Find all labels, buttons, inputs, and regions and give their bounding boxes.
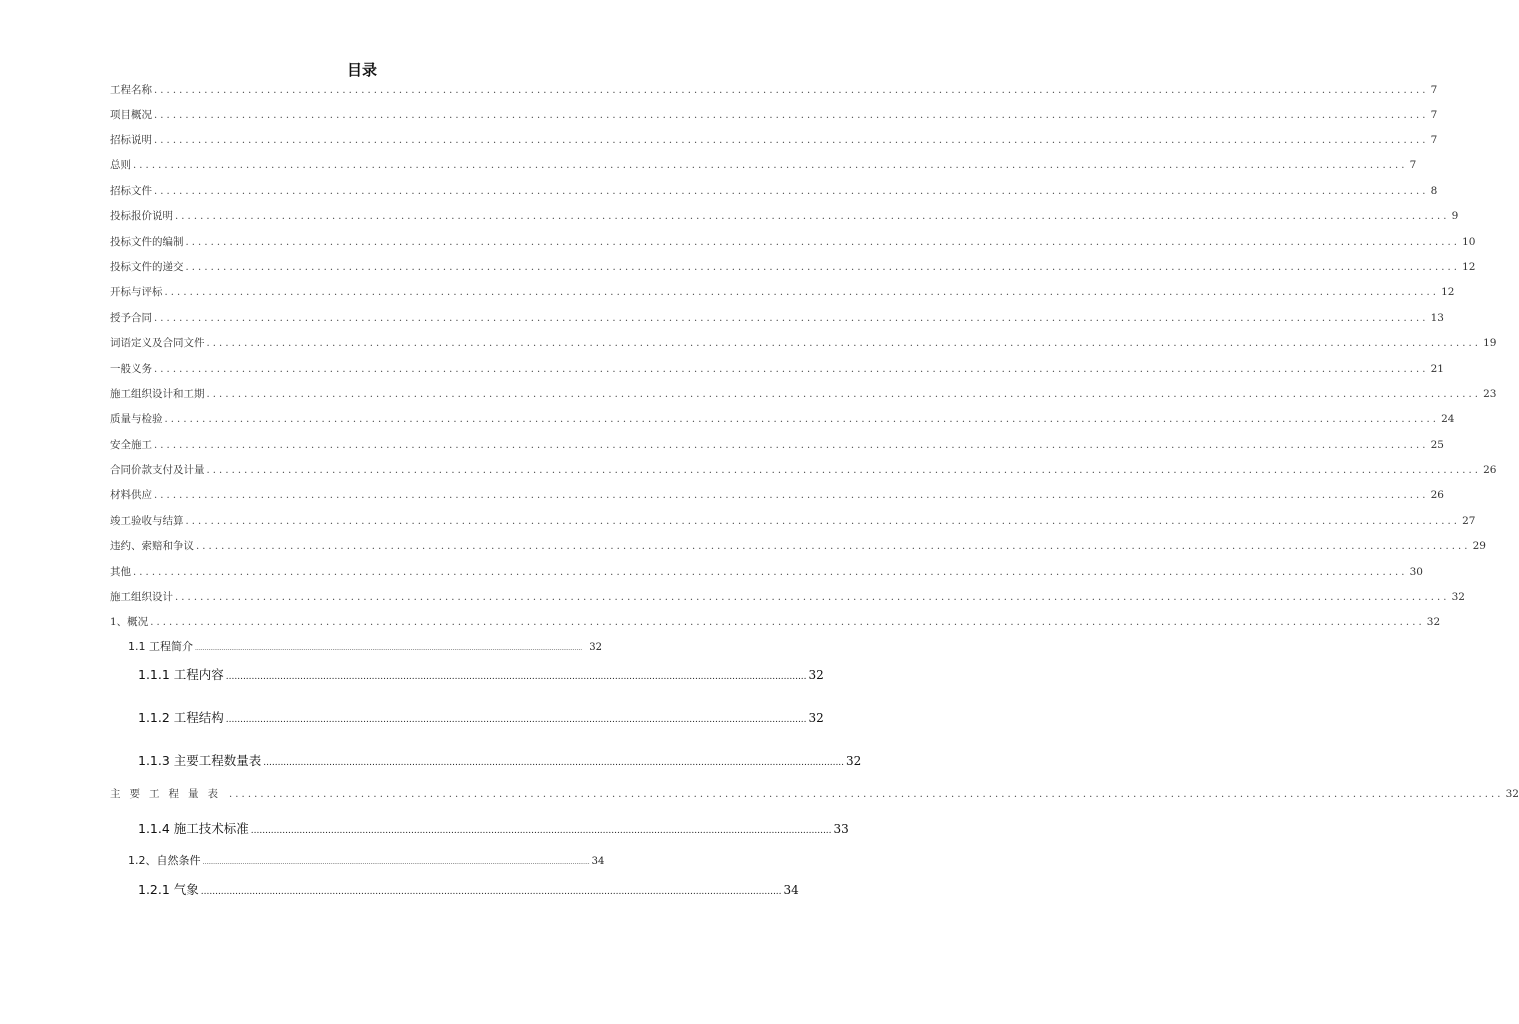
toc-leader-dots: ...........................................................................................................................................................................................................: [185, 516, 1461, 527]
toc-entry[interactable]: [110, 336, 1497, 351]
toc-leader-dots: ...........................................................................................................................................................................................................: [202, 859, 590, 866]
toc-entry[interactable]: [110, 387, 1497, 402]
toc-entry[interactable]: [110, 463, 1497, 478]
toc-entry-text: 词语定义及合同文件: [110, 337, 205, 349]
toc-leader-dots: ...........................................................................................................................................................................................................: [206, 465, 1482, 476]
toc-leader-dots: ...........................................................................................................................................................................................................: [154, 186, 1429, 197]
toc-page-number: 32: [1505, 788, 1519, 800]
toc-leader-dots: ...........................................................................................................................................................................................................: [250, 826, 832, 836]
toc-page-number: 27: [1462, 515, 1476, 527]
toc-entry-text: 投标文件的递交: [110, 261, 184, 273]
toc-page-number: 21: [1430, 363, 1444, 375]
toc-page-number: 32: [808, 668, 824, 682]
toc-page-number: 29: [1472, 540, 1486, 552]
toc-page-number: 30: [1409, 566, 1423, 578]
toc-entry[interactable]: [110, 108, 1438, 123]
toc-leader-dots: ...........................................................................................................................................................................................................: [263, 758, 845, 768]
toc-entry[interactable]: [138, 667, 824, 685]
toc-page-number: 12: [1462, 261, 1476, 273]
toc-leader-dots: ...........................................................................................................................................................................................................: [154, 364, 1429, 375]
toc-entry[interactable]: [110, 362, 1444, 377]
toc-page-number: 32: [1426, 616, 1441, 628]
toc-entry[interactable]: [110, 565, 1423, 580]
toc-entry-text: 违约、索赔和争议: [110, 540, 194, 552]
toc-leader-dots: ...........................................................................................................................................................................................................: [185, 262, 1461, 273]
toc-entry[interactable]: [110, 787, 1519, 802]
toc-leader-dots: ...........................................................................................................................................................................................................: [164, 287, 1440, 298]
toc-entry-text: 1.1.4 施工技术标准: [138, 821, 249, 836]
toc-page-number: 24: [1441, 413, 1455, 425]
toc-entry-text: 安全施工: [110, 439, 152, 451]
toc-leader-dots: ...........................................................................................................................................................................................................: [175, 211, 1450, 222]
toc-leader-dots: ...........................................................................................................................................................................................................: [150, 617, 1425, 628]
toc-page-number: 25: [1430, 439, 1444, 451]
toc-entry[interactable]: [138, 710, 824, 728]
toc-page-number: 19: [1483, 337, 1497, 349]
toc-entry-text: 1.1.2 工程结构: [138, 710, 224, 725]
toc-page-number: 7: [1409, 159, 1417, 171]
toc-entry-text: 1.1.3 主要工程数量表: [138, 753, 262, 768]
toc-entry-text: 主要工程量表: [110, 788, 227, 800]
toc-entry-text: 项目概况: [110, 109, 152, 121]
toc-entry[interactable]: [110, 438, 1444, 453]
toc-entry[interactable]: [110, 539, 1486, 554]
toc-leader-dots: ...........................................................................................................................................................................................................: [154, 85, 1429, 96]
toc-entry[interactable]: [128, 854, 605, 870]
toc-page-number: 8: [1430, 185, 1438, 197]
toc-page-number: 34: [591, 856, 605, 867]
toc-leader-dots: ...........................................................................................................................................................................................................: [196, 541, 1471, 552]
toc-page-number: 32: [846, 754, 862, 768]
toc-entry-text: 1.2、自然条件: [128, 854, 201, 867]
toc-leader-dots: ...........................................................................................................................................................................................................: [206, 338, 1482, 349]
toc-page-number: 32: [808, 711, 824, 725]
toc-entry[interactable]: [128, 640, 602, 656]
toc-page-number: 33: [833, 822, 849, 836]
toc-entry-text: 招标文件: [110, 185, 152, 197]
toc-page-number: 34: [783, 883, 799, 897]
toc-leader-dots: ...........................................................................................................................................................................................................: [225, 672, 807, 682]
toc-entry[interactable]: [110, 83, 1438, 98]
toc-leader-dots: ...........................................................................................................................................................................................................: [154, 110, 1429, 121]
toc-entry[interactable]: [110, 488, 1444, 503]
toc-entry-text: 合同价款支付及计量: [110, 464, 205, 476]
toc-entry-text: 竣工验收与结算: [110, 515, 184, 527]
toc-entry[interactable]: [110, 285, 1455, 300]
toc-entry[interactable]: [110, 184, 1438, 199]
toc-leader-dots: ...........................................................................................................................................................................................................: [225, 715, 807, 725]
toc-entry[interactable]: [138, 821, 849, 839]
toc-leader-dots: ...........................................................................................................................................................................................................: [133, 160, 1408, 171]
toc-leader-dots: ...........................................................................................................................................................................................................: [133, 567, 1408, 578]
toc-entry-text: 投标文件的编制: [110, 236, 184, 248]
toc-leader-dots: ...........................................................................................................................................................................................................: [200, 887, 782, 897]
toc-leader-dots: ...........................................................................................................................................................................................................: [154, 490, 1429, 501]
toc-entry-text: 材料供应: [110, 489, 152, 501]
toc-page-number: 7: [1430, 109, 1438, 121]
toc-entry[interactable]: [110, 514, 1476, 529]
toc-entry-text: 施工组织设计: [110, 591, 173, 603]
toc-entry[interactable]: [110, 412, 1455, 427]
toc-page-number: 9: [1451, 210, 1459, 222]
toc-entry-text: 1、概况: [110, 616, 149, 628]
toc-leader-dots: ...........................................................................................................................................................................................................: [154, 313, 1429, 324]
toc-entry-text: 开标与评标: [110, 286, 163, 298]
toc-entry[interactable]: [110, 158, 1417, 173]
toc-entry[interactable]: [110, 311, 1444, 326]
toc-page-number: 12: [1441, 286, 1455, 298]
toc-entry-text: 投标报价说明: [110, 210, 173, 222]
toc-page-number: 7: [1430, 134, 1438, 146]
toc-entry[interactable]: [110, 133, 1438, 148]
toc-leader-dots: ...........................................................................................................................................................................................................: [185, 237, 1461, 248]
toc-leader-dots: ...........................................................................................................................................................................................................: [206, 389, 1482, 400]
toc-entry-text: 工程名称: [110, 84, 152, 96]
toc-leader-dots: ...........................................................................................................................................................................................................: [175, 592, 1450, 603]
toc-entry-text: 其他: [110, 566, 131, 578]
toc-page-number: 10: [1462, 236, 1476, 248]
toc-entry-text: 质量与检验: [110, 413, 163, 425]
toc-page-number: 26: [1483, 464, 1497, 476]
toc-entry-text: 授予合同: [110, 312, 152, 324]
toc-entry[interactable]: [138, 882, 799, 900]
toc-entry[interactable]: [110, 235, 1476, 250]
toc-leader-dots: ...........................................................................................................................................................................................................: [195, 645, 583, 652]
toc-page-number: 32: [1451, 591, 1465, 603]
toc-entry-text: 1.2.1 气象: [138, 882, 199, 897]
toc-entry[interactable]: [110, 209, 1459, 224]
toc-entry-text: 1.1.1 工程内容: [138, 667, 224, 682]
toc-entry[interactable]: [110, 615, 1441, 630]
toc-entry-text: 1.1 工程简介: [128, 640, 193, 653]
toc-leader-dots: ...........................................................................................................................................................................................................: [229, 789, 1504, 800]
toc-entry-text: 总则: [110, 159, 131, 171]
toc-page-number: 13: [1430, 312, 1444, 324]
toc-entry-text: 施工组织设计和工期: [110, 388, 205, 400]
toc-entry-text: 一般义务: [110, 363, 152, 375]
toc-page-number: 32: [589, 642, 602, 653]
toc-page-number: 26: [1430, 489, 1444, 501]
toc-entry[interactable]: [138, 753, 862, 771]
toc-title: 目录: [346, 61, 377, 79]
toc-entry[interactable]: [110, 590, 1465, 605]
toc-page-number: 23: [1483, 388, 1497, 400]
toc-leader-dots: ...........................................................................................................................................................................................................: [154, 135, 1429, 146]
toc-leader-dots: ...........................................................................................................................................................................................................: [164, 414, 1440, 425]
toc-entry-text: 招标说明: [110, 134, 152, 146]
toc-entry[interactable]: [110, 260, 1476, 275]
toc-leader-dots: ...........................................................................................................................................................................................................: [154, 440, 1429, 451]
toc-page-number: 7: [1430, 84, 1438, 96]
